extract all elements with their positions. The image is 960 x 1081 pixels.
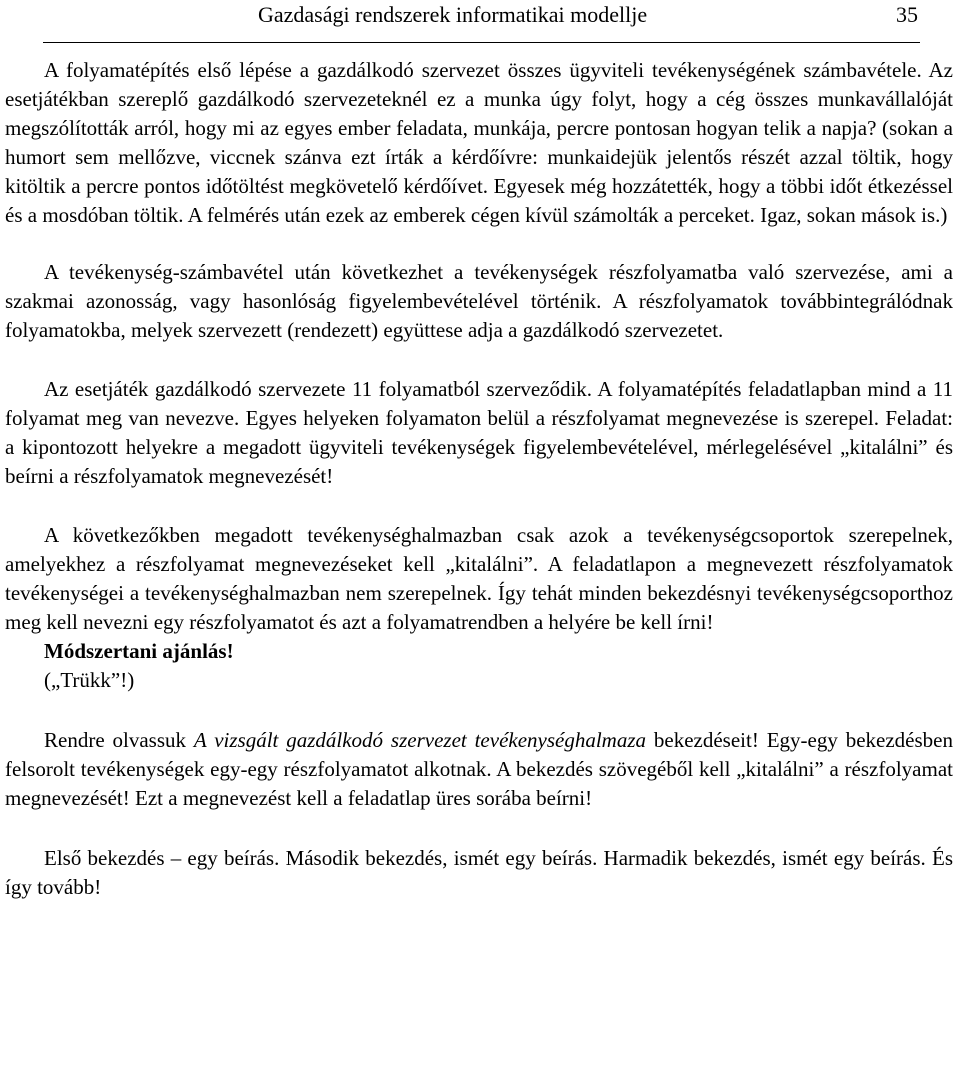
section-heading-methodology: Módszertani ajánlás! [44,639,234,663]
text-run: bekezdéseit! Egy-egy bekezdésben felsorolt tevékenységek egy-egy részfolyamatot alkotnak. A bekezdés szövegéből kell „kitalálni” a részfolyamat megnevezését! Ezt a megnevezést kell a feladatlap üres sorába beírni! [5,728,953,810]
trick-note: („Trükk”!) [44,668,135,692]
text-run: Rendre olvassuk [44,728,194,752]
paragraph-read-instructions [5,726,953,813]
document-body [5,56,953,902]
paragraph-entry-steps: Első bekezdés – egy beírás. Második bekezdés, ismét egy beírás. Harmadik bekezdés, ismét egy beírás. És így tovább! [5,846,953,899]
paragraph-process-building: A folyamatépítés első lépése a gazdálkodó szervezet összes ügyviteli tevékenységének számbavétele. Az esetjátékban szereplő gazdálkodó szervezeteknél ez a munka úgy folyt, hogy a cég összes munkavállalóját megszólították arról, hogy mi az egyes ember feladata, munkája, percre pontosan hogyan telik a napja? (sokan a humort sem mellőzve, viccnek szánva ezt írták a kérdőívre: munkaidejük jelentős részét azzal töltik, hogy kitöltik a percre pontos időtöltést megkövetelő kérdőívet. Egyesek még hozzátették, hogy a többi időt étkezéssel és a mosdóban töltik. A felmérés után ezek az emberek cégen kívül számolták a perceket. Igaz, sokan mások is.) [5,58,953,227]
page-header [0,0,960,52]
page-number: 35 [896,2,918,27]
paragraph-activity-organization: A tevékenység-számbavétel után következhet a tevékenységek részfolyamatba való szervezése, ami a szakmai azonosság, vagy hasonlóság figyelembevételével történik. A részfolyamatok továbbintegrálódnak folyamatokba, melyek szervezett (rendezett) együttese adja a gazdálkodó szervezetet. [5,260,953,342]
paragraph-activity-set: A következőkben megadott tevékenységhalmazban csak azok a tevékenységcsoportok szerepelnek, amelyekhez a részfolyamat megnevezéseket kell „kitalálni”. A feladatlapon a megnevezett részfolyamatok tevékenységei a tevékenységhalmazban nem szerepelnek. Így tehát minden bekezdésnyi tevékenységcsoporthoz meg kell nevezni egy részfolyamatot és azt a folyamatrendben a helyére be kell írni! [5,523,953,634]
running-title: Gazdasági rendszerek informatikai modellje [258,2,648,27]
header-divider [43,42,920,43]
italic-title: A vizsgált gazdálkodó szervezet tevékenységhalmaza [193,728,647,752]
paragraph-case-study-processes: Az esetjáték gazdálkodó szervezete 11 folyamatból szerveződik. A folyamatépítés feladatlapban mind a 11 folyamat meg van nevezve. Egyes helyeken folyamaton belül a részfolyamat megnevezése is szerepel. Feladat: a kipontozott helyekre a megadott ügyviteli tevékenységek figyelembevételével, mérlegelésével „kitalálni” és beírni a részfolyamatok megnevezését! [5,377,953,488]
